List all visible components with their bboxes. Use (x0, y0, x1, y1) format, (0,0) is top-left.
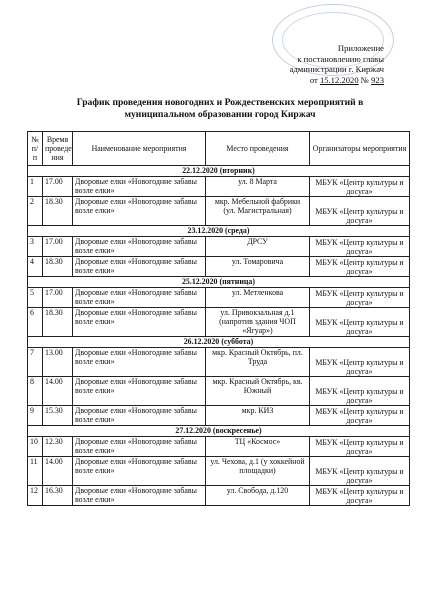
cell-num: 9 (28, 406, 43, 426)
cell-organizer: МБУК «Центр культуры и досуга» (310, 457, 410, 486)
table-row (28, 197, 410, 226)
cell-organizer: МБУК «Центр культуры и досуга» (310, 237, 410, 257)
appendix-line-2: к постановлению главы (297, 53, 384, 64)
appendix-date: 15.12.2020 (319, 74, 359, 85)
column-header-name: Наименование мероприятия (73, 132, 206, 166)
cell-place: мкр. КИЗ (206, 406, 310, 426)
column-header-place: Место проведения (206, 132, 310, 166)
cell-event-name: Дворовые елки «Новогодние забавы возле елки» (73, 177, 206, 197)
cell-time: 18.30 (43, 197, 73, 226)
cell-time: 13.00 (43, 348, 73, 377)
cell-time: 17.00 (43, 288, 73, 308)
cell-num: 1 (28, 177, 43, 197)
cell-event-name: Дворовые елки «Новогодние забавы возле елки» (73, 348, 206, 377)
table-row (28, 377, 410, 406)
cell-place: ул. 8 Марта (206, 177, 310, 197)
cell-num: 3 (28, 237, 43, 257)
cell-event-name: Дворовые елки «Новогодние забавы возле елки» (73, 197, 206, 226)
cell-place: ДРСУ (206, 237, 310, 257)
document-title (40, 97, 400, 121)
cell-organizer: МБУК «Центр культуры и досуга» (310, 288, 410, 308)
cell-time: 18.30 (43, 257, 73, 277)
appendix-number-prefix: № (358, 74, 372, 85)
cell-organizer: МБУК «Центр культуры и досуга» (310, 308, 410, 337)
table-row (28, 437, 410, 457)
appendix-line-3: администрации г. Киржач (289, 64, 384, 75)
cell-organizer: МБУК «Центр культуры и досуга» (310, 437, 410, 457)
table-row (28, 288, 410, 308)
table-row (28, 486, 410, 506)
date-group-row (28, 166, 410, 177)
cell-time: 14.00 (43, 457, 73, 486)
table-row (28, 406, 410, 426)
appendix-date-prefix: от (309, 74, 320, 85)
date-group-label: 27.12.2020 (воскресенье) (28, 426, 410, 437)
cell-event-name: Дворовые елки «Новогодние забавы возле елки» (73, 486, 206, 506)
cell-event-name: Дворовые елки «Новогодние забавы возле елки» (73, 437, 206, 457)
cell-time: 16.30 (43, 486, 73, 506)
cell-organizer: МБУК «Центр культуры и досуга» (310, 197, 410, 226)
cell-organizer: МБУК «Центр культуры и досуга» (310, 486, 410, 506)
cell-num: 11 (28, 457, 43, 486)
cell-event-name: Дворовые елки «Новогодние забавы возле елки» (73, 457, 206, 486)
date-group-row (28, 337, 410, 348)
column-header-time: Время проведе ния (43, 132, 73, 166)
cell-num: 5 (28, 288, 43, 308)
cell-num: 2 (28, 197, 43, 226)
cell-place: мкр. Красный Октябрь, кв. Южный (206, 377, 310, 406)
cell-time: 17.00 (43, 237, 73, 257)
table-row (28, 177, 410, 197)
cell-time: 12.30 (43, 437, 73, 457)
date-group-label: 26.12.2020 (суббота) (28, 337, 410, 348)
date-group-row (28, 277, 410, 288)
cell-organizer: МБУК «Центр культуры и досуга» (310, 257, 410, 277)
cell-place: ул. Привокзальная д.1 (напротив здания ЧОП «Ягуар») (206, 308, 310, 337)
cell-num: 10 (28, 437, 43, 457)
cell-time: 15.30 (43, 406, 73, 426)
cell-time: 17.00 (43, 177, 73, 197)
cell-place: мкр. Мебельной фабрики (ул. Магистральная) (206, 197, 310, 226)
appendix-note (290, 43, 384, 85)
cell-event-name: Дворовые елки «Новогодние забавы возле елки» (73, 406, 206, 426)
table-row (28, 348, 410, 377)
appendix-line-1: Приложение (337, 43, 384, 53)
cell-event-name: Дворовые елки «Новогодние забавы возле елки» (73, 288, 206, 308)
cell-place: ул. Чехова, д.1 (у хоккейной площадки) (206, 457, 310, 486)
table-row (28, 457, 410, 486)
cell-place: ТЦ «Космос» (206, 437, 310, 457)
cell-event-name: Дворовые елки «Новогодние забавы возле елки» (73, 237, 206, 257)
title-line-1: График проведения новогодних и Рождественских мероприятий в (76, 97, 364, 108)
cell-time: 14.00 (43, 377, 73, 406)
date-group-label: 23.12.2020 (среда) (28, 226, 410, 237)
column-header-num: № п/п (28, 132, 43, 166)
schedule-table (27, 131, 410, 506)
table-row (28, 257, 410, 277)
cell-event-name: Дворовые елки «Новогодние забавы возле елки» (73, 257, 206, 277)
table-header-row (28, 132, 410, 166)
cell-organizer: МБУК «Центр культуры и досуга» (310, 377, 410, 406)
date-group-label: 22.12.2020 (вторник) (28, 166, 410, 177)
cell-num: 6 (28, 308, 43, 337)
cell-place: ул. Свобода, д.120 (206, 486, 310, 506)
cell-organizer: МБУК «Центр культуры и досуга» (310, 348, 410, 377)
cell-organizer: МБУК «Центр культуры и досуга» (310, 406, 410, 426)
cell-num: 7 (28, 348, 43, 377)
date-group-row (28, 226, 410, 237)
cell-organizer: МБУК «Центр культуры и досуга» (310, 177, 410, 197)
cell-event-name: Дворовые елки «Новогодние забавы возле елки» (73, 377, 206, 406)
cell-place: мкр. Красный Октябрь, пл. Труда (206, 348, 310, 377)
date-group-label: 25.12.2020 (пятница) (28, 277, 410, 288)
cell-place: ул. Томаровича (206, 257, 310, 277)
cell-place: ул. Метленкова (206, 288, 310, 308)
cell-num: 8 (28, 377, 43, 406)
cell-num: 4 (28, 257, 43, 277)
cell-event-name: Дворовые елки «Новогодние забавы возле елки» (73, 308, 206, 337)
appendix-number: 923 (371, 74, 384, 85)
appendix-line-4 (290, 75, 384, 86)
column-header-org: Организаторы мероприятия (310, 132, 410, 166)
date-group-row (28, 426, 410, 437)
cell-time: 18.30 (43, 308, 73, 337)
table-body (28, 166, 410, 506)
table-row (28, 237, 410, 257)
cell-num: 12 (28, 486, 43, 506)
title-line-2: муниципальном образовании город Киржач (124, 109, 316, 120)
table-row (28, 308, 410, 337)
